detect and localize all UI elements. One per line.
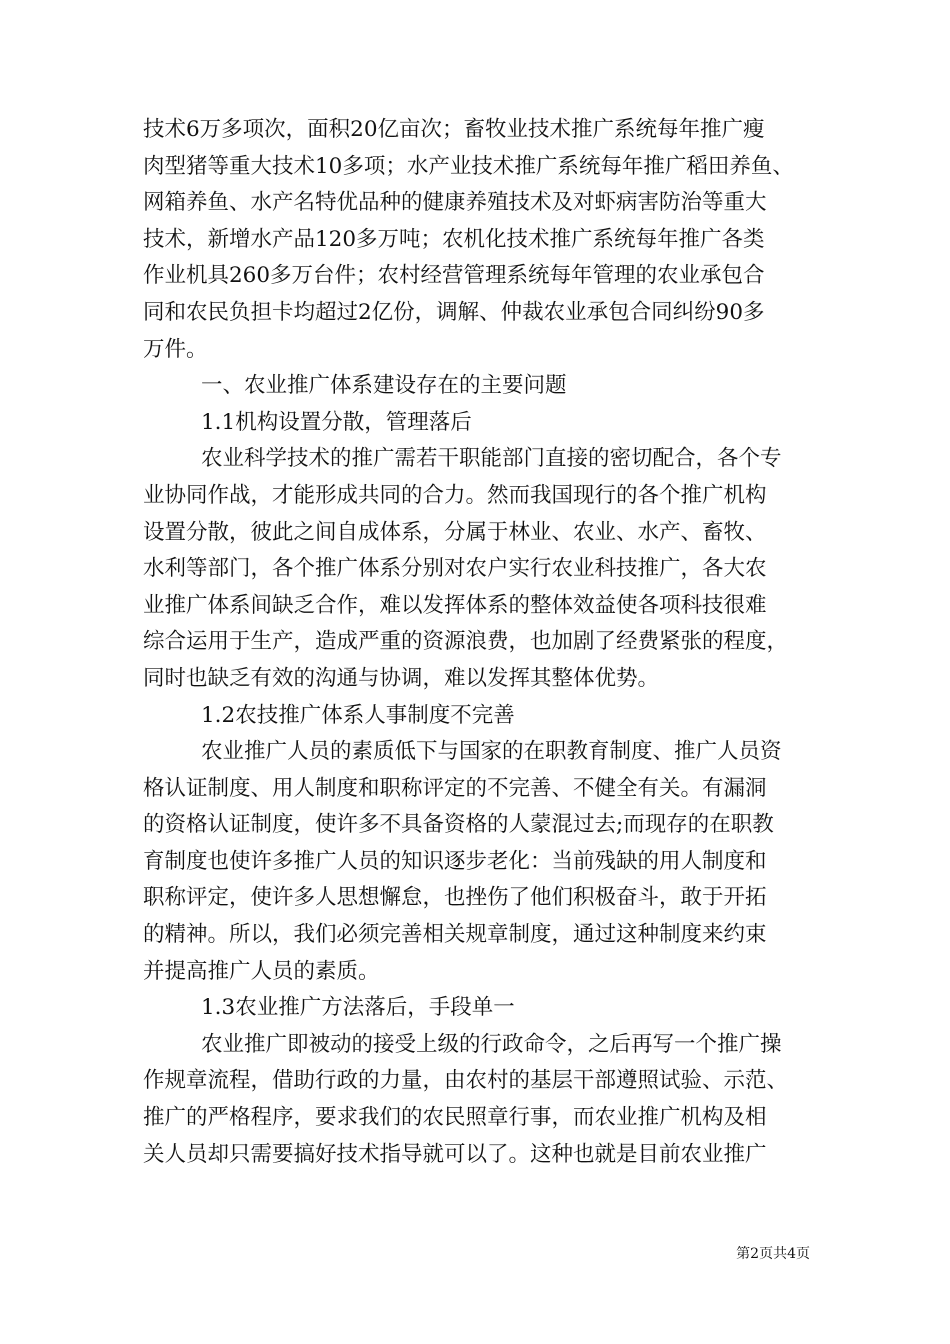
text-line: 技术6万多项次，面积20亿亩次；畜牧业技术推广系统每年推广瘦 — [143, 117, 765, 142]
text-line: 职称评定，使许多人思想懈怠，也挫伤了他们积极奋斗，敢于开拓 — [143, 885, 767, 911]
text-line: 农业推广人员的素质低下与国家的在职教育制度、推广人员资 — [201, 739, 782, 765]
text-line: 的资格认证制度，使许多不具备资格的人蒙混过去;而现存的在职教 — [143, 812, 774, 838]
text-line: 作规章流程，借助行政的力量，由农村的基层干部遵照试验、示范、 — [143, 1068, 789, 1094]
text-line: 万件。 — [143, 336, 208, 362]
text-line: 1.1机构设置分散，管理落后 — [201, 409, 472, 435]
text-line: 育制度也使许多推广人员的知识逐步老化：当前残缺的用人制度和 — [143, 848, 767, 874]
body-text — [143, 112, 823, 1173]
text-line: 业协同作战，才能形成共同的合力。然而我国现行的各个推广机构 — [143, 482, 767, 508]
text-line: 水利等部门，各个推广体系分别对农户实行农业科技推广，各大农 — [143, 556, 767, 582]
page-number: 第2页共4页 — [736, 1246, 810, 1262]
text-line: 肉型猪等重大技术10多项；水产业技术推广系统每年推广稻田养鱼、 — [143, 153, 794, 179]
text-line: 1.3农业推广方法落后，手段单一 — [201, 995, 515, 1021]
text-line: 作业机具260多万台件；农村经营管理系统每年管理的农业承包合 — [143, 263, 765, 289]
text-line: 同和农民负担卡均超过2亿份，调解、仲裁农业承包合同纠纷90多 — [143, 299, 765, 325]
text-line: 关人员却只需要搞好技术指导就可以了。这种也就是目前农业推广 — [143, 1141, 767, 1167]
text-line: 并提高推广人员的素质。 — [143, 958, 380, 984]
text-line: 网箱养鱼、水产名特优品种的健康养殖技术及对虾病害防治等重大 — [143, 190, 767, 216]
text-line: 1.2农技推广体系人事制度不完善 — [201, 702, 515, 728]
text-line: 格认证制度、用人制度和职称评定的不完善、不健全有关。有漏洞 — [143, 775, 767, 801]
text-line: 的精神。所以，我们必须完善相关规章制度，通过这种制度来约束 — [143, 922, 767, 948]
text-line: 一、农业推广体系建设存在的主要问题 — [201, 373, 567, 399]
text-line: 设置分散，彼此之间自成体系，分属于林业、农业、水产、畜牧、 — [143, 519, 767, 545]
text-line: 农业科学技术的推广需若干职能部门直接的密切配合，各个专 — [201, 446, 782, 472]
text-line: 同时也缺乏有效的沟通与协调，难以发挥其整体优势。 — [143, 665, 660, 691]
text-line: 推广的严格程序，要求我们的农民照章行事，而农业推广机构及相 — [143, 1105, 767, 1131]
text-line: 综合运用于生产，造成严重的资源浪费，也加剧了经费紧张的程度， — [143, 629, 789, 655]
text-line: 技术，新增水产品120多万吨；农机化技术推广系统每年推广各类 — [143, 226, 765, 252]
text-line: 农业推广即被动的接受上级的行政命令，之后再写一个推广操 — [201, 1031, 782, 1057]
text-line: 业推广体系间缺乏合作，难以发挥体系的整体效益使各项科技很难 — [143, 592, 767, 618]
